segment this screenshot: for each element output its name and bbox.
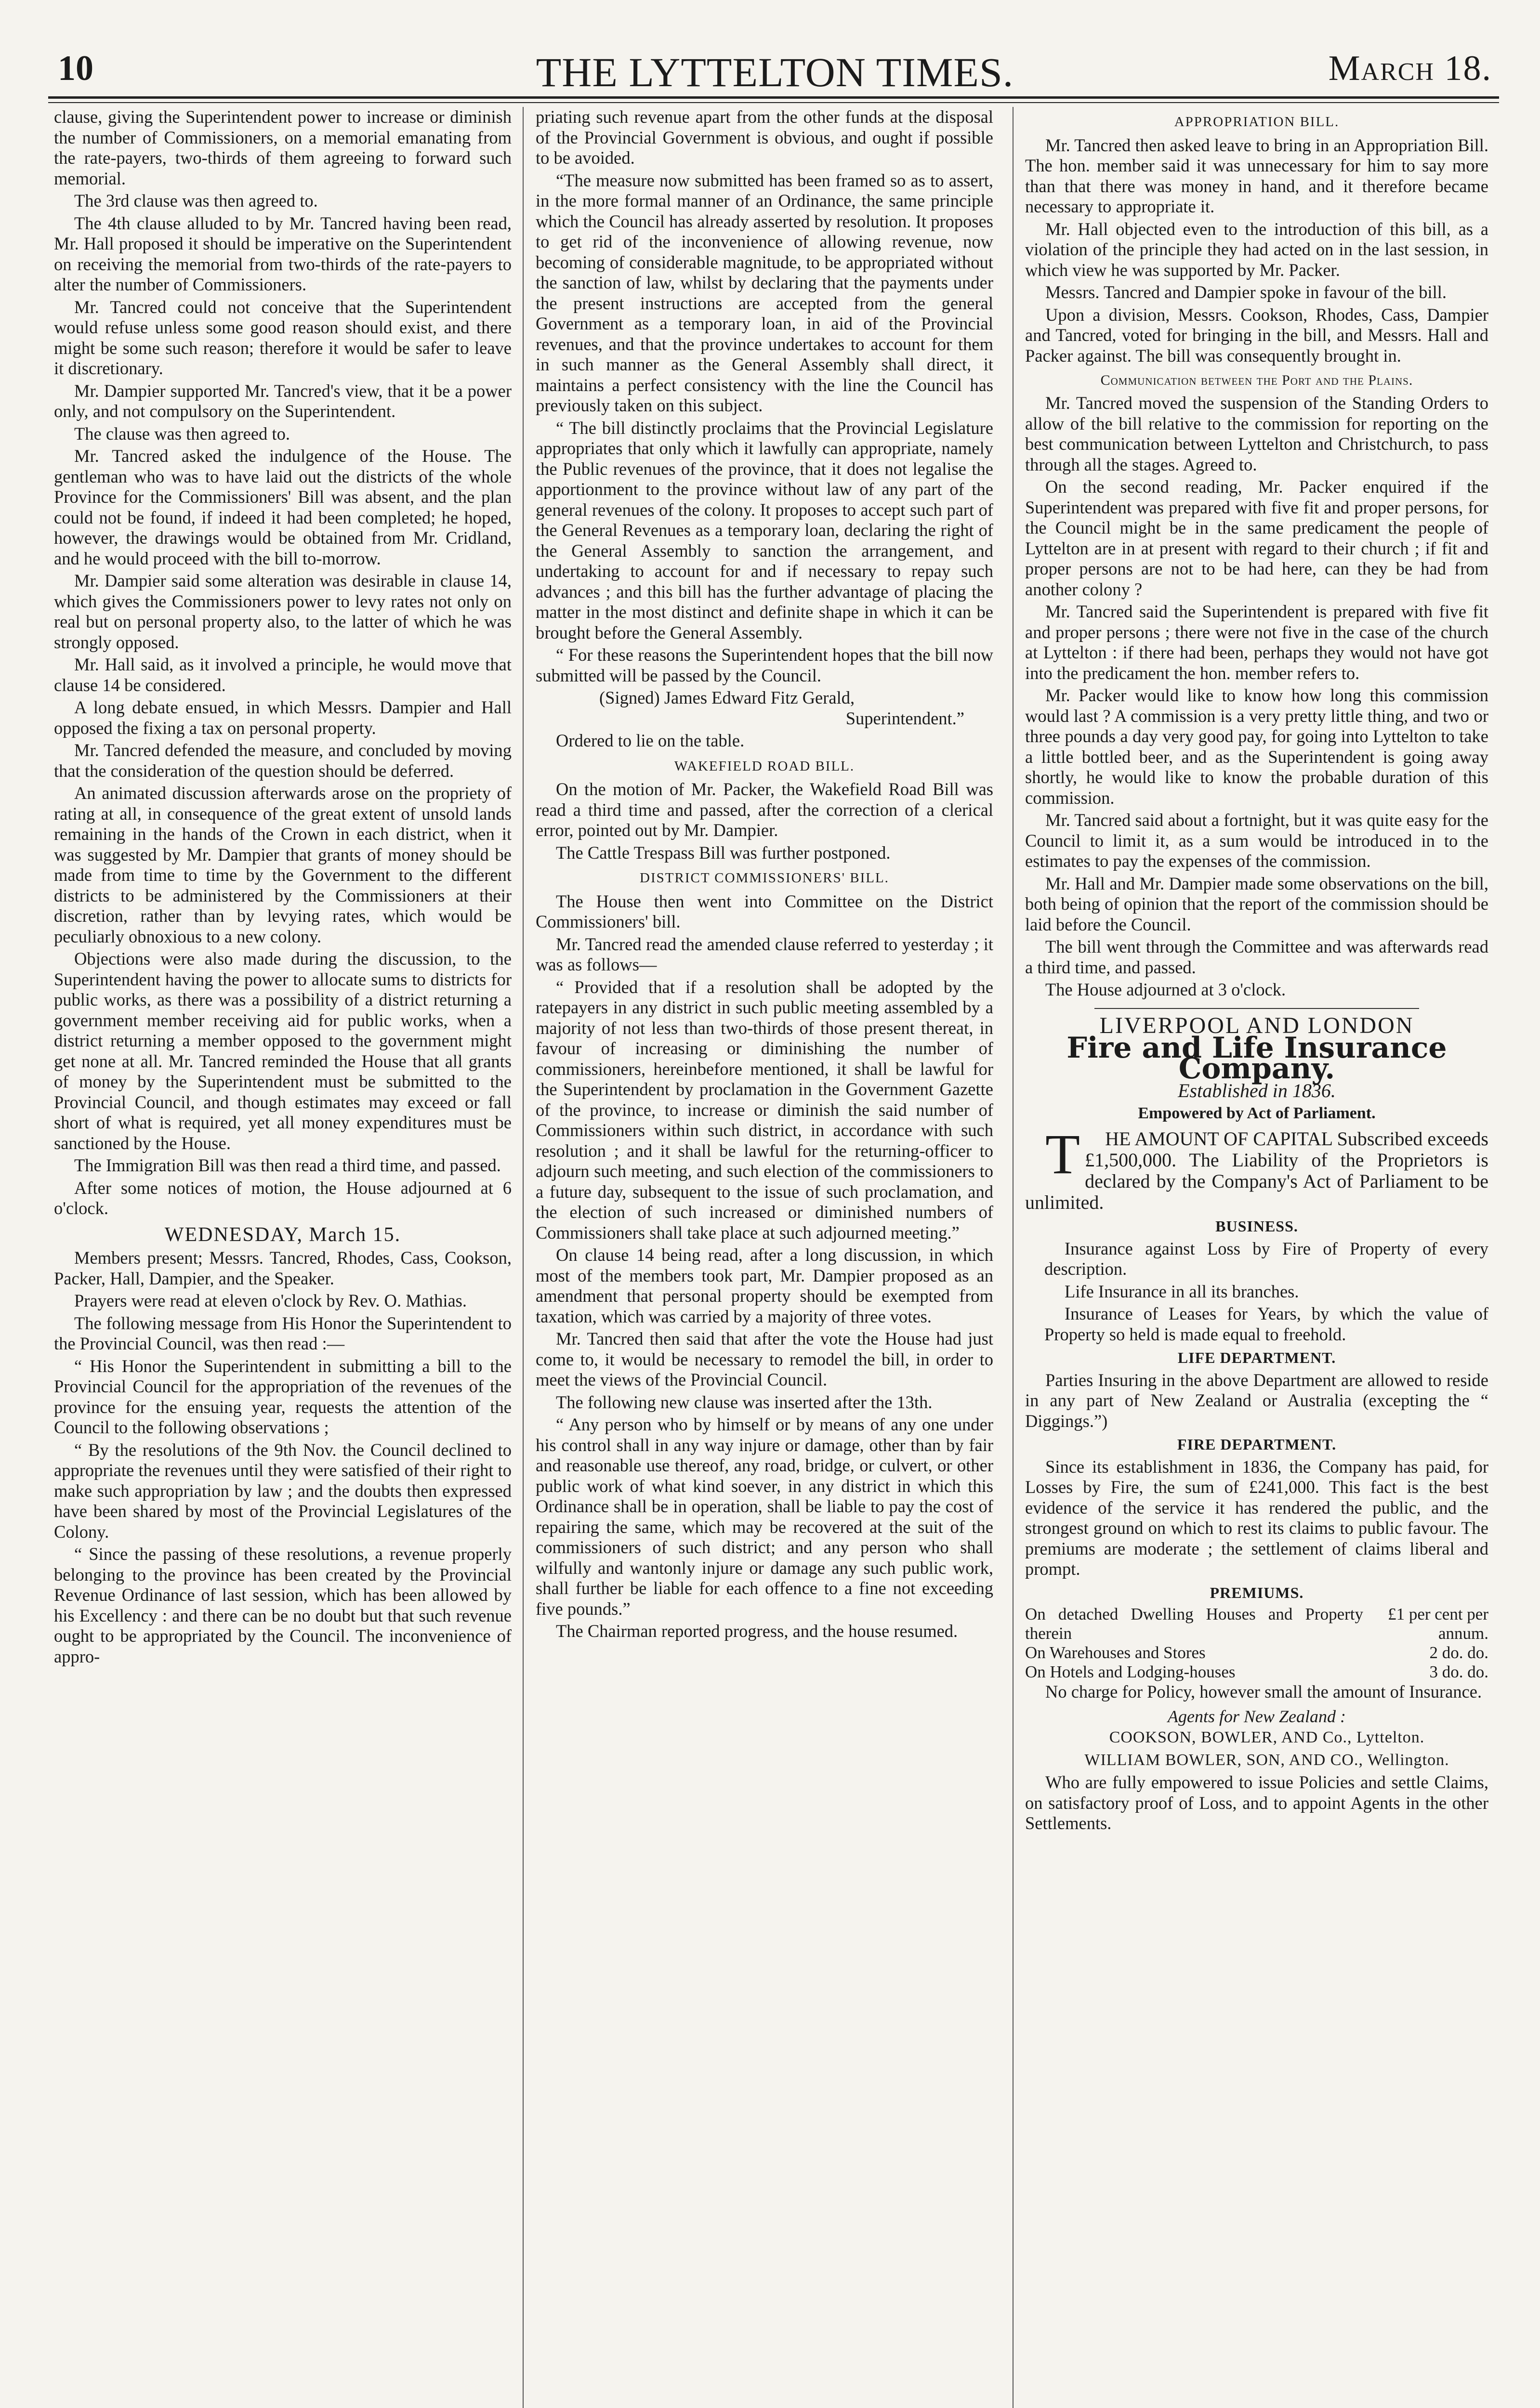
paragraph: Members present; Messrs. Tancred, Rhodes, Cass, Cookson, Packer, Hall, Dampier, and the Speaker. [54, 1248, 512, 1288]
date-heading: WEDNESDAY, March 15. [164, 1223, 401, 1246]
advert-act: Empowered by Act of Parliament. [1138, 1104, 1376, 1122]
section-heading: DISTRICT COMMISSIONERS' BILL. [640, 870, 889, 886]
advert-title: LIVERPOOL AND LONDON [1099, 1012, 1414, 1038]
paragraph: “ For these reasons the Superintendent hopes that the bill now submitted will be passed by the Council. [536, 645, 993, 685]
paragraph: “ The bill distinctly proclaims that the Provincial Legislature appropriates that only which it lawfully can appropriate, namely the Public revenues of the province, that it does not legalise the apportionment to the province without law of any part of the general revenues of the colony. It proposes to accept such part of the General Revenues as a temporary loan, declaring the right of the General Assembly to sanction the arrangement, and undertaking to account for and if necessary to repay such advances ; and this bill has the further advantage of placing the matter in the most distinct and definite shape in which it can be brought before the General Assembly. [536, 418, 993, 642]
paragraph: “ Any person who by himself or by means of any one under his control shall in any way injure or damage, other than by fair and reasonable use thereof, any road, bridge, or culvert, or other public work of what kind soever, in any district in which this Ordinance shall be in operation, shall be liable to pay the cost of repairing the same, which may be recovered at the suit of the commissioners of such district; and any person who shall wilfully and wantonly injure or damage any such public work, shall further be liable for each offence to a fine not exceeding five pounds.” [536, 1414, 993, 1619]
insurance-advertisement [1025, 1012, 1488, 1834]
paragraph: The 3rd clause was then agreed to. [74, 191, 318, 210]
paragraph: Objections were also made during the discussion, to the Superintendent having the power to allocate sums to districts for public works, as there was a possibility of a district returning a government member receiving aid for public works, when a district returning a member opposed to the government might get none at all. Mr. Tancred reminded the House that all grants of money by the Superintendent must be submitted to the Provincial Council, and though estimates may exceed or fall short of what is required, yet all money expenditures must be sanctioned by the House. [54, 949, 512, 1153]
premiums-heading: PREMIUMS. [1210, 1584, 1304, 1601]
paragraph: Mr. Dampier supported Mr. Tancred's view, that it be a power only, and not compulsory on the Superintendent. [54, 380, 512, 421]
paragraph: The 4th clause alluded to by Mr. Tancred having been read, Mr. Hall proposed it should be imperative on the Superintendent on receiving the memorial from two-thirds of the rate-payers to alter the number of Commissioners. [54, 213, 512, 294]
paragraph: After some notices of motion, the House adjourned at 6 o'clock. [54, 1178, 512, 1218]
paragraph: “ His Honor the Superintendent in submitting a bill to the Provincial Council for the appropriation of the revenues of the province for the ensuing year, requests the attention of the Council to the following observations ; [54, 1356, 512, 1437]
masthead [58, 48, 1492, 95]
paragraph: Mr. Dampier said some alteration was desirable in clause 14, which gives the Commissioners power to levy rates not only on real but on personal property also, to the latter of which he was strongly opposed. [54, 571, 512, 652]
column-2 [536, 107, 993, 2408]
paragraph: Mr. Hall said, as it involved a principle, he would move that clause 14 be considered. [54, 654, 512, 695]
premiums-table [1025, 1605, 1488, 1682]
paragraph: The following message from His Honor the Superintendent to the Provincial Council, was then read :— [54, 1313, 512, 1353]
advert-divider [1094, 1008, 1419, 1009]
paragraph: Mr. Tancred said the Superintendent is prepared with five fit and proper persons ; there were not five in the case of the church at Lyttelton : if there had been, perhaps they would not have got into the predicament the hon. member refers to. [1025, 602, 1488, 683]
paragraph: Mr. Tancred asked the indulgence of the House. The gentleman who was to have laid out the districts of the whole Province for the Commissioners' Bill was absent, and the plan could not be found, if indeed it had been completed; he hoped, however, the drawings would be obtained from Mr. Cridland, and he would proceed with the bill to-morrow. [54, 446, 512, 568]
agent-line: COOKSON, BOWLER, AND Co., Lyttelton. [1109, 1728, 1425, 1746]
advert-subtitle: Fire and Life Insurance Company. [1066, 1031, 1447, 1086]
premium-item: On detached Dwelling Houses and Property therein [1025, 1605, 1363, 1643]
business-item: Insurance against Loss by Fire of Property of every description. [1044, 1238, 1488, 1279]
paragraph: On the motion of Mr. Packer, the Wakefield Road Bill was read a third time and passed, after the correction of a clerical error, pointed out by Mr. Dampier. [536, 779, 993, 840]
paragraph: Upon a division, Messrs. Cookson, Rhodes, Cass, Dampier and Tancred, voted for bringing in the bill, and Messrs. Hall and Packer against. The bill was consequently brought in. [1025, 304, 1488, 366]
paragraph: An animated discussion afterwards arose on the propriety of rating at all, in consequence of the great extent of unsold lands remaining in the hands of the Crown in each district, when it was suggested by Mr. Dampier that grants of money should be made from time to time by the Government to the different districts to be administered by the Commissioners at their discretion, rather than by levying rates, which would be peculiarly obnoxious to a new colony. [54, 783, 512, 946]
premium-rate: £1 per cent per annum. [1388, 1605, 1488, 1643]
section-heading: APPROPRIATION BILL. [1174, 114, 1340, 130]
premium-item: On Hotels and Lodging-houses [1025, 1662, 1236, 1681]
issue-date: March 18. [1328, 49, 1492, 88]
paragraph: The Immigration Bill was then read a third time, and passed. [74, 1155, 501, 1175]
paragraph: The Chairman reported progress, and the house resumed. [556, 1621, 958, 1641]
capital-text: HE AMOUNT OF CAPITAL Subscribed exceeds £1,500,000. The Liability of the Proprietors is declared by the Company's Act of Parliament to be unlimited. [1025, 1128, 1488, 1213]
paragraph: Mr. Tancred could not conceive that the Superintendent would refuse unless some good reason should exist, and there might be some such reason; therefore it would be safer to leave it discretionary. [54, 297, 512, 378]
fire-text: Since its establishment in 1836, the Company has paid, for Losses by Fire, the sum of £241,000. This fact is the best evidence of the service it has rendered the public, and the strongest ground on which to rest its claims to public favour. The premiums are moderate ; the settlement of claims liberal and prompt. [1025, 1456, 1488, 1579]
masthead-rule-thin [48, 102, 1499, 103]
newspaper-title: THE LYTTELTON TIMES. [536, 49, 1014, 95]
paragraph: On clause 14 being read, after a long discussion, in which most of the members took part, Mr. Dampier proposed as an amendment that personal property should be exempted from taxation, which was carried by a majority of three votes. [536, 1245, 993, 1326]
paragraph: “ Provided that if a resolution shall be adopted by the ratepayers in any district in such public meeting assembled by a majority of not less than two-thirds of those present thereat, in favour of increasing or diminishing the number of commissioners, hereinbefore mentioned, it shall be lawful for the Superintendent by proclamation in the Government Gazette of the province, to increase or diminish the said number of Commissioners within such district, in accordance with such resolution ; and it shall be lawful for the returning-officer to adjourn such meeting, and such election of the commissioners to a future day, subsequent to the issue of such proclamation, and the election of such increased or diminished numbers of Commissioners shall take place at such adjourned meeting.” [536, 977, 993, 1243]
paragraph: The Cattle Trespass Bill was further postponed. [556, 842, 891, 863]
paragraph: clause, giving the Superintendent power to increase or diminish the number of Commissioners, on a memorial emanating from the rate-payers, two-thirds of them agreeing to forward such memorial. [54, 107, 512, 188]
paragraph: The bill went through the Committee and was afterwards read a third time, and passed. [1025, 937, 1488, 977]
column-3 [1025, 107, 1488, 2408]
paragraph: “ By the resolutions of the 9th Nov. the Council declined to appropriate the revenues until they were satisfied of their right to make such appropriation by law ; and the doubts then expressed have been shared by most of the Provincial Legislatures of the Colony. [54, 1440, 512, 1542]
paragraph: Mr. Tancred then asked leave to bring in an Appropriation Bill. The hon. member said it was unnecessary for him to say more than that there was money in hand, and it therefore became necessary to appropriate it. [1025, 135, 1488, 216]
premium-row [1025, 1605, 1488, 1643]
paragraph: The clause was then agreed to. [74, 423, 290, 444]
advert-established: Established in 1836. [1178, 1080, 1336, 1101]
premium-row [1025, 1643, 1488, 1662]
masthead-rule-thick [48, 96, 1499, 99]
business-heading: BUSINESS. [1215, 1217, 1298, 1235]
column-rule [1013, 107, 1014, 2408]
paragraph: On the second reading, Mr. Packer enquired if the Superintendent was prepared with five fit and proper persons, for the Council might be in the same predicament the people of Lyttelton are in at present with regard to their church ; if fit and proper persons are not to be had here, can they be had from another colony ? [1025, 477, 1488, 599]
paragraph: Mr. Tancred defended the measure, and concluded by moving that the consideration of the question should be deferred. [54, 740, 512, 781]
agents-heading: Agents for New Zealand : [1168, 1706, 1346, 1726]
paragraph: “ Since the passing of these resolutions, a revenue properly belonging to the province has been created by the Provincial Revenue Ordinance of last session, which has been allowed by his Excellency : and there can be no doubt but that such revenue ought to be appropriated by the Council. The inconvenience of appro- [54, 1544, 512, 1666]
paragraph: A long debate ensued, in which Messrs. Dampier and Hall opposed the fixing a tax on personal property. [54, 697, 512, 738]
page-number: 10 [58, 49, 93, 88]
drop-cap: T [1045, 1123, 1080, 1186]
no-charge-note: No charge for Policy, however small the amount of Insurance. [1045, 1682, 1482, 1701]
life-heading: LIFE DEPARTMENT. [1177, 1349, 1336, 1366]
paragraph: “The measure now submitted has been framed so as to assert, in the more formal manner of an Ordinance, the same principle which the Council has already asserted by resolution. It proposes to get rid of the inconvenience of allowing revenue, now becoming of considerable magnitude, to be appropriated without the sanction of law, whilst by declaring that the payments under the present instructions are accepted from the general Government as a temporary loan, in aid of the Provincial revenues, and that the province undertakes to account for them in such manner as the General Assembly shall direct, it maintains a perfect consistency with the line the Council has previously taken on this subject. [536, 170, 993, 415]
agent-line: WILLIAM BOWLER, SON, AND CO., Wellington. [1084, 1751, 1449, 1769]
premium-row [1025, 1662, 1488, 1682]
signature-name: (Signed) James Edward Fitz Gerald, [599, 688, 855, 707]
premium-rate: 3 do. do. [1429, 1662, 1488, 1681]
paragraph: Mr. Packer would like to know how long this commission would last ? A commission is a very pretty little thing, and two or three pounds a day very good pay, for going into Lyttelton to take a little bottled beer, and as the Superintendent is going away shortly, he would like to know the probable duration of this commission. [1025, 685, 1488, 808]
paragraph: The following new clause was inserted after the 13th. [556, 1392, 933, 1412]
paragraph: Mr. Tancred then said that after the vote the House had just come to, it would be necessary to remodel the bill, in order to meet the views of the Provincial Council. [536, 1329, 993, 1389]
advert-closing: Who are fully empowered to issue Policies and settle Claims, on satisfactory proof of Loss, and to appoint Agents in the other Settlements. [1025, 1772, 1488, 1833]
business-item: Insurance of Leases for Years, by which the value of Property so held is made equal to freehold. [1044, 1304, 1488, 1344]
signature-block [536, 688, 993, 729]
column-rule [523, 107, 524, 2408]
paragraph: Mr. Hall and Mr. Dampier made some observations on the bill, both being of opinion that the report of the commission should be laid before the Council. [1025, 873, 1488, 934]
premium-rate: 2 do. do. [1429, 1643, 1488, 1662]
life-text: Parties Insuring in the above Department are allowed to reside in any part of New Zealand or Australia (excepting the “ Diggings.”) [1025, 1370, 1488, 1431]
paragraph: Mr. Tancred read the amended clause referred to yesterday ; it was as follows— [536, 934, 993, 974]
fire-heading: FIRE DEPARTMENT. [1177, 1436, 1337, 1453]
premium-item: On Warehouses and Stores [1025, 1643, 1206, 1662]
advert-capital [1025, 1123, 1488, 1213]
paragraph: Prayers were read at eleven o'clock by Rev. O. Mathias. [74, 1291, 467, 1310]
section-heading: Communication between the Port and the Plains. [1100, 372, 1413, 388]
paragraph: Messrs. Tancred and Dampier spoke in favour of the bill. [1045, 282, 1447, 302]
signature-title: Superintendent.” [845, 708, 964, 728]
paragraph: Mr. Hall objected even to the introduction of this bill, as a violation of the principle they had acted on in the last session, in which view he was supported by Mr. Packer. [1025, 219, 1488, 280]
section-heading: WAKEFIELD ROAD BILL. [674, 758, 855, 774]
paragraph: Mr. Tancred said about a fortnight, but it was quite easy for the Council to limit it, as a sum would be introduced in to the estimates to pay the expenses of the commission. [1025, 810, 1488, 871]
paragraph: priating such revenue apart from the other funds at the disposal of the Provincial Government is obvious, and ought if possible to be avoided. [536, 107, 993, 168]
paragraph: The House then went into Committee on the District Commissioners' bill. [536, 891, 993, 931]
column-1 [54, 107, 512, 2408]
paragraph: The House adjourned at 3 o'clock. [1045, 980, 1286, 999]
paragraph: Mr. Tancred moved the suspension of the Standing Orders to allow of the bill relative to the commission for reporting on the best communication between Lyttelton and Christchurch, to pass through all the stages. Agreed to. [1025, 393, 1488, 474]
paragraph: Ordered to lie on the table. [556, 731, 745, 750]
business-item: Life Insurance in all its branches. [1065, 1281, 1299, 1301]
